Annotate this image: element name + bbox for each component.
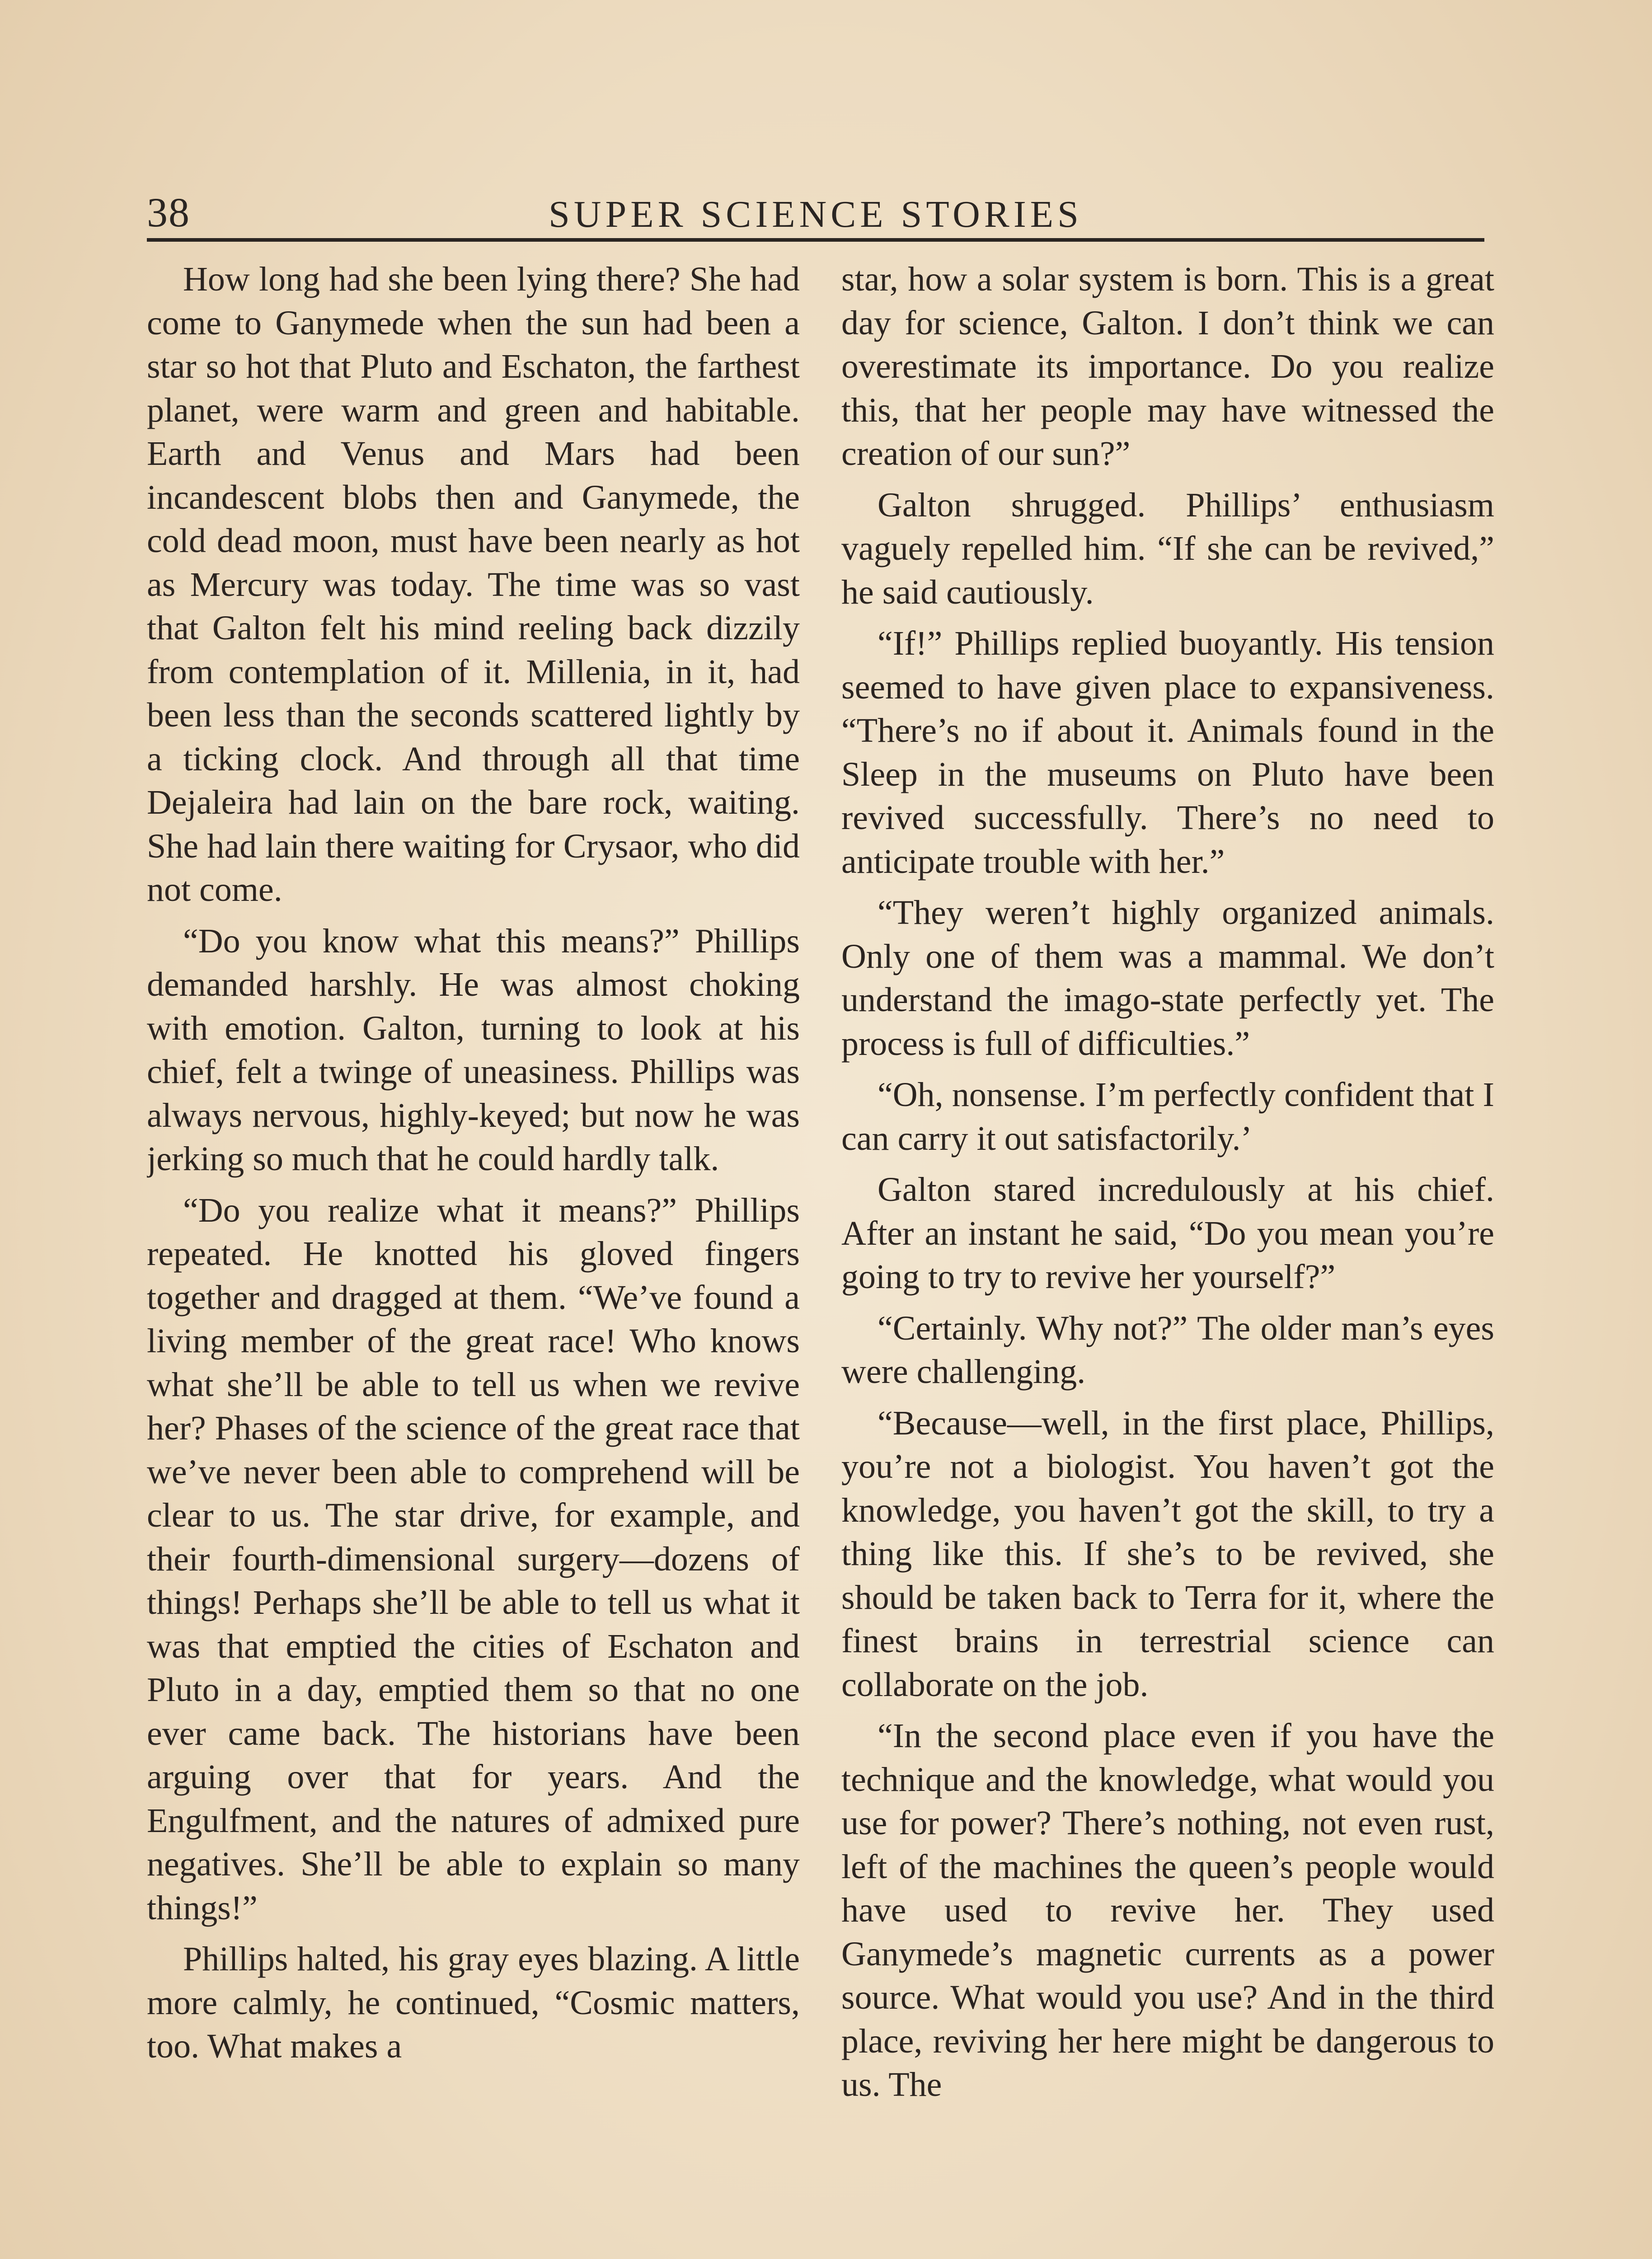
paragraph: “They weren’t highly organized animals. Only one of them was a mammal. We don’t understand the imago-state perfectly yet. The process is full of difficulties.”	[841, 894, 1494, 1063]
paragraph: Galton stared incredulously at his chief. After an instant he said, “Do you mean you’re going to try to revive her yourself?”	[841, 1171, 1494, 1296]
right-column	[841, 258, 1494, 2259]
paragraph: “Do you know what this means?” Phillips demanded harshly. He was almost choking with emotion. Galton, turning to look at his chief, felt a twinge of uneasiness. Phillips was always nervous, highly-keyed; but now he was jerking so much that he could hardly talk.	[147, 922, 800, 1178]
paragraph: Galton shrugged. Phillips’ enthusiasm vaguely repelled him. “If she can be revived,” he said cautiously.	[841, 486, 1494, 611]
running-title: SUPER SCIENCE STORIES	[549, 193, 1083, 235]
paragraph: “Do you realize what it means?” Phillips repeated. He knotted his gloved fingers together and dragged at them. “We’ve found a living member of the great race! Who knows what she’ll be able to tell us when we revive her? Phases of the science of the great race that we’ve never been able to comprehend will be clear to us. The star drive, for example, and their fourth-dimensional surgery—dozens of things! Perhaps she’ll be able to tell us what it was that emptied the cities of Eschaton and Pluto in a day, emptied them so that no one ever came back. The historians have been arguing over that for years. And the Engulfment, and the natures of admixed pure negatives. She’ll be able to explain so many things!”	[147, 1191, 800, 1927]
paragraph: “Because—well, in the first place, Phillips, you’re not a biologist. You haven’t got the knowledge, you haven’t got the skill, to try a thing like this. If she’s to be revived, she should be taken back to Terra for it, where the finest brains in terrestrial science can collaborate on the job.	[841, 1404, 1494, 1704]
header-rule	[147, 238, 1484, 242]
paragraph: “If!” Phillips replied buoyantly. His tension seemed to have given place to expansiveness. “There’s no if about it. Animals found in the Sleep in the museums on Pluto have been revived successfully. There’s no need to anticipate trouble with her.”	[841, 624, 1494, 881]
left-column	[147, 258, 800, 2259]
paragraph: Phillips halted, his gray eyes blazing. A little more calmly, he continued, “Cosmic matters, too. What makes a	[147, 1940, 800, 2065]
paragraph: star, how a solar system is born. This is a great day for science, Galton. I don’t think we can overestimate its importance. Do you realize this, that her people may have witnessed the creation of our sun?”	[841, 260, 1494, 473]
paragraph: “Oh, nonsense. I’m perfectly confident that I can carry it out satisfactorily.’	[841, 1076, 1494, 1158]
paragraph: “Certainly. Why not?” The older man’s eyes were challenging.	[841, 1309, 1494, 1391]
paragraph: How long had she been lying there? She had come to Ganymede when the sun had been a star so hot that Pluto and Eschaton, the farthest planet, were warm and green and habitable. Earth and Venus and Mars had been incandescent blobs then and Ganymede, the cold dead moon, must have been nearly as hot as Mercury was today. The time was so vast that Galton felt his mind reeling back dizzily from contemplation of it. Millenia, in it, had been less than the seconds scattered lightly by a ticking clock. And through all that time Dejaleira had lain on the bare rock, waiting. She had lain there waiting for Crysaor, who did not come.	[147, 260, 800, 909]
page-number: 38	[147, 189, 190, 235]
page-header	[147, 178, 1484, 246]
paragraph: “In the second place even if you have the technique and the knowledge, what would you use for power? There’s nothing, not even rust, left of the machines the queen’s people would have used to revive her. They used Ganymede’s magnetic currents as a power source. What would you use? And in the third place, reviving her here might be dangerous to us. The	[841, 1717, 1494, 2104]
